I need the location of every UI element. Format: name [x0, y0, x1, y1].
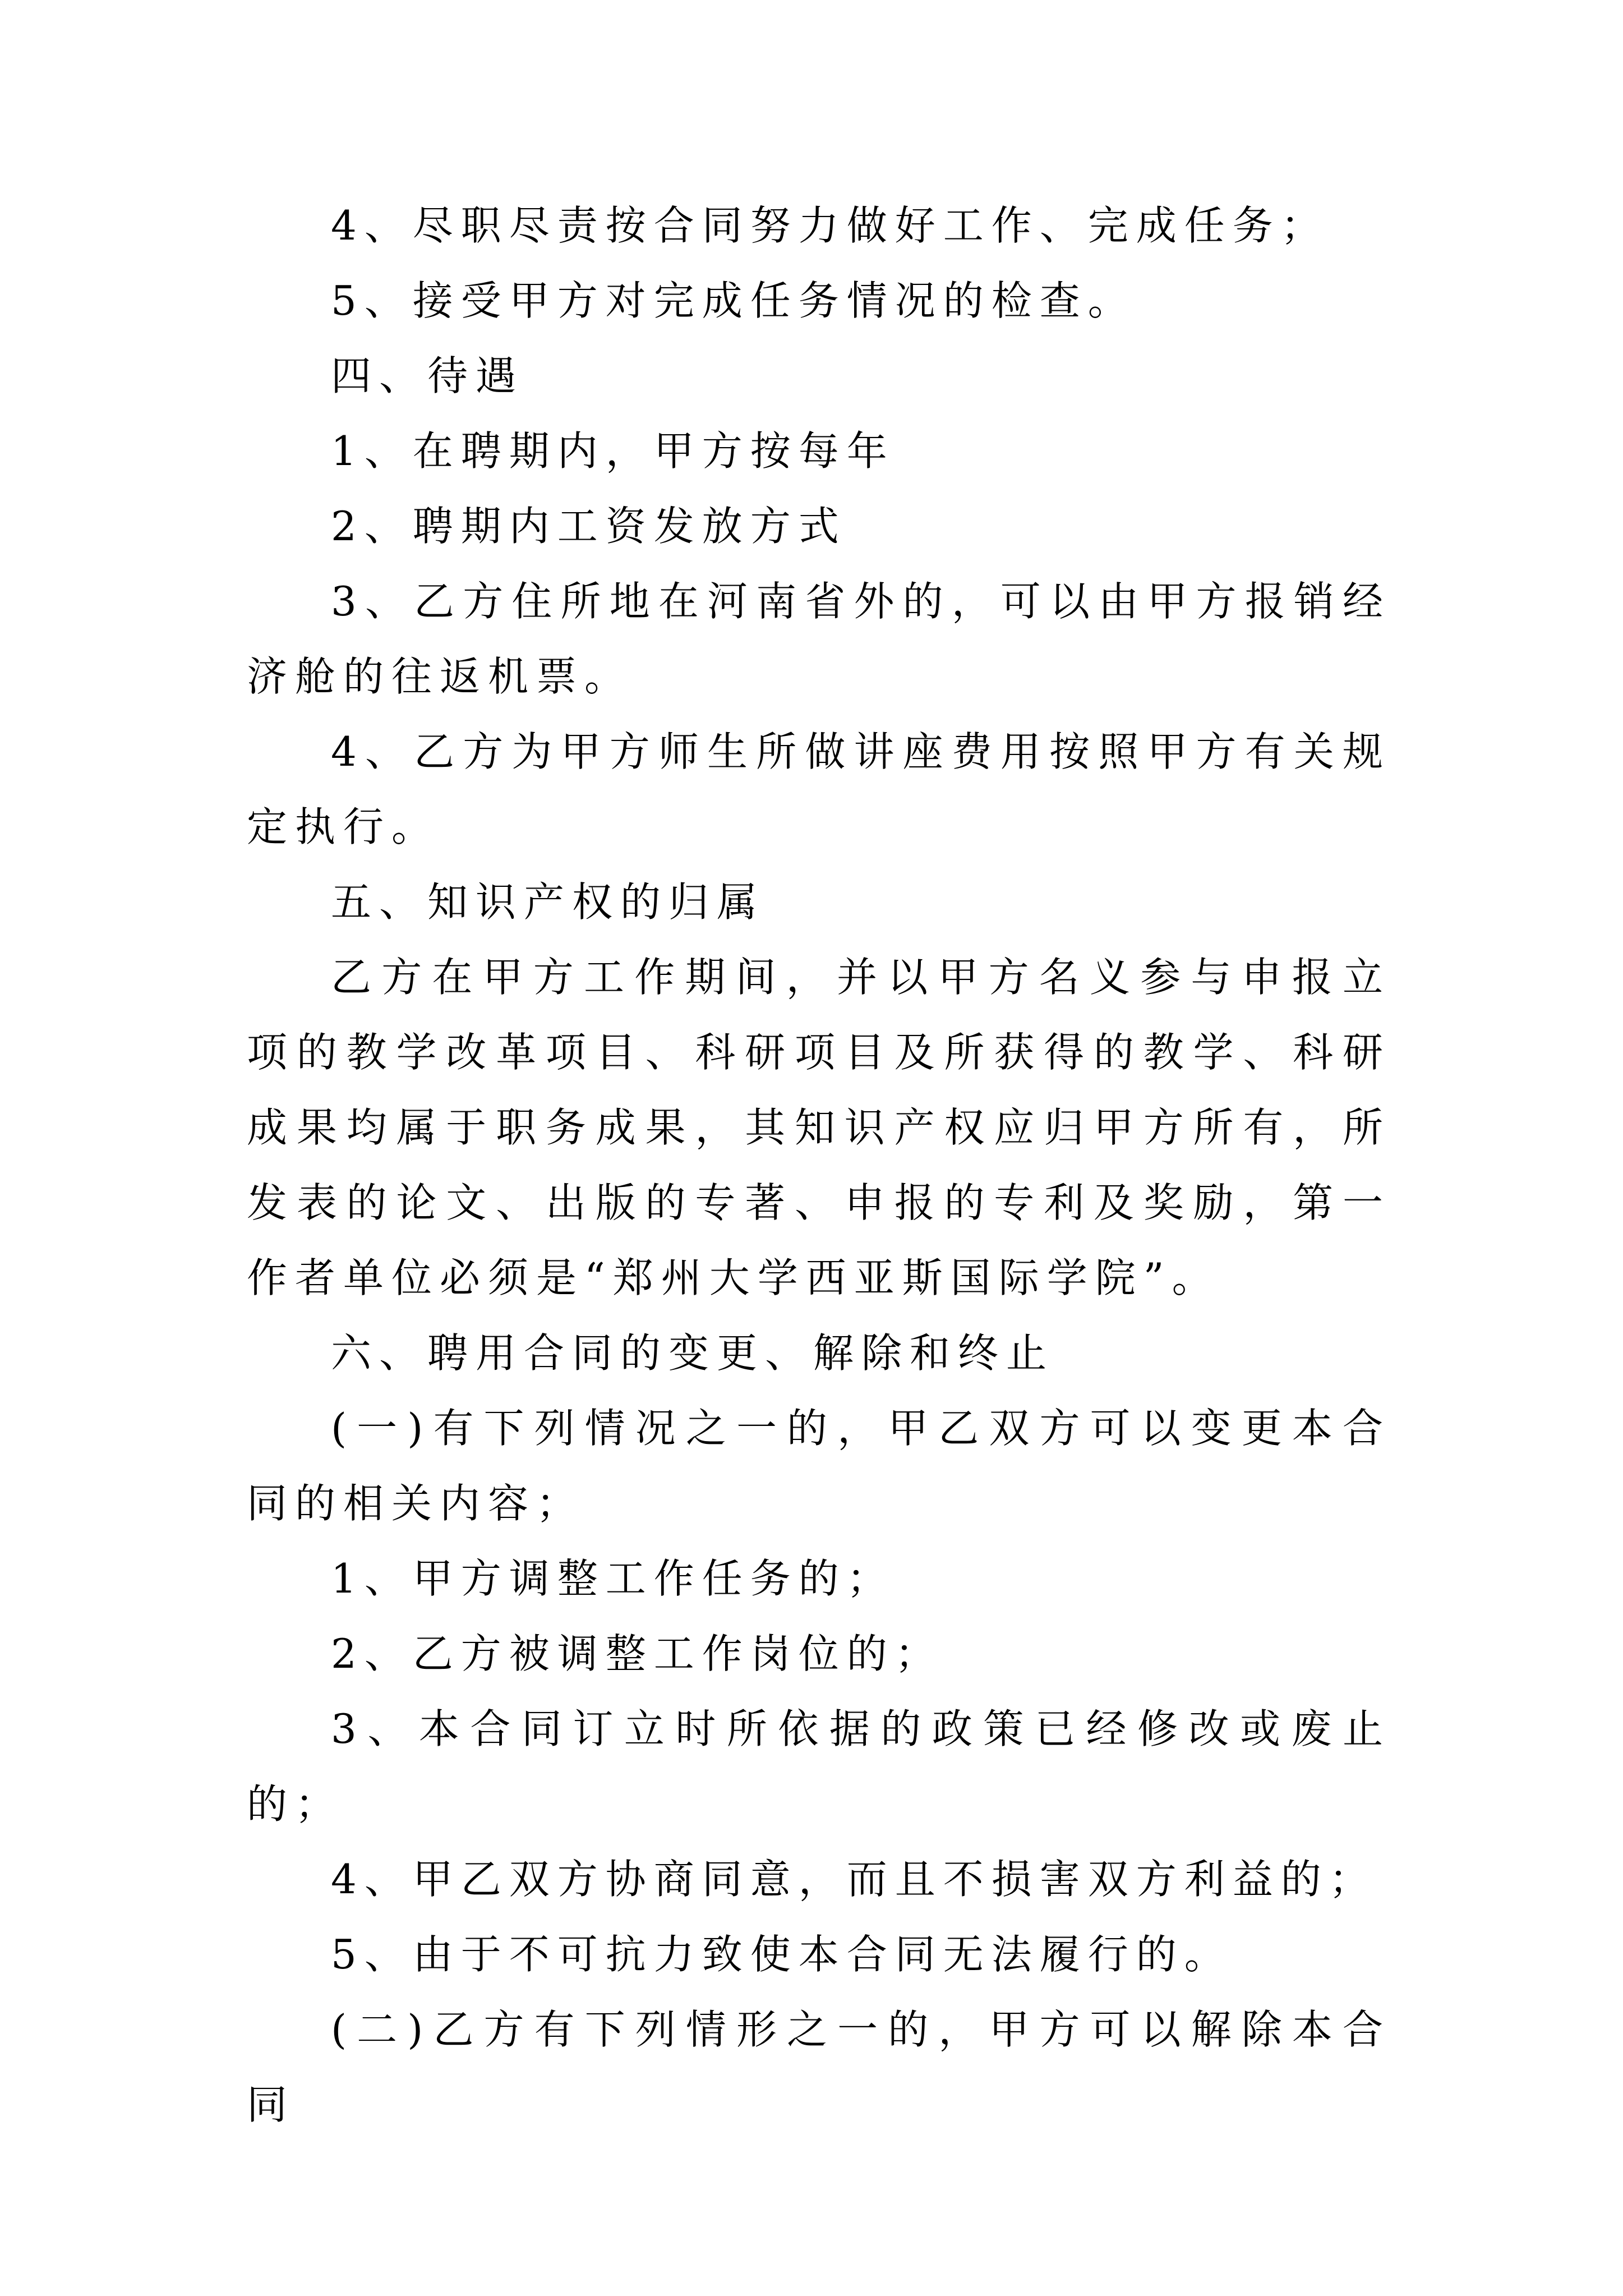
paragraph-treatment-4: 4、乙方为甲方师生所做讲座费用按照甲方有关规定执行。 — [247, 728, 1391, 850]
section-heading-treatment: 四、待遇 — [331, 352, 524, 399]
paragraph-change-3: 3、本合同订立时所依据的政策已经修改或废止的； — [247, 1705, 1391, 1828]
paragraph-change-2: 2、乙方被调整工作岗位的； — [331, 1630, 943, 1677]
paragraph-change-5: 5、由于不可抗力致使本合同无法履行的。 — [331, 1931, 1233, 1978]
paragraph-change-1: 1、甲方调整工作任务的； — [331, 1555, 895, 1602]
paragraph-change-conditions: (一)有下列情况之一的，甲乙双方可以变更本合同的相关内容； — [247, 1405, 1391, 1527]
paragraph-ip-body: 乙方在甲方工作期间，并以甲方名义参与申报立项的教学改革项目、科研项目及所获得的教学、科研成果均属于职务成果，其知识产权应归甲方所有，所发表的论文、出版的专著、申报的专利及奖励，第一作者单位必须是“郑州大学西亚斯国际学院”。 — [247, 954, 1391, 1301]
paragraph-duty-4: 4、尽职尽责按合同努力做好工作、完成任务； — [331, 202, 1329, 249]
section-heading-ip: 五、知识产权的归属 — [331, 878, 766, 926]
paragraph-treatment-1: 1、在聘期内，甲方按每年 — [331, 427, 895, 475]
paragraph-duty-5: 5、接受甲方对完成任务情况的检查。 — [331, 277, 1136, 324]
paragraph-termination-conditions: (二)乙方有下列情形之一的，甲方可以解除本合同 — [247, 2006, 1391, 2128]
section-heading-contract-changes: 六、聘用合同的变更、解除和终止 — [331, 1329, 1055, 1377]
paragraph-treatment-3: 3、乙方住所地在河南省外的，可以由甲方报销经济舱的往返机票。 — [247, 578, 1391, 700]
paragraph-change-4: 4、甲乙双方协商同意，而且不损害双方利益的； — [331, 1856, 1377, 1903]
document-page — [247, 188, 1391, 2142]
paragraph-treatment-2: 2、聘期内工资发放方式 — [331, 503, 847, 550]
